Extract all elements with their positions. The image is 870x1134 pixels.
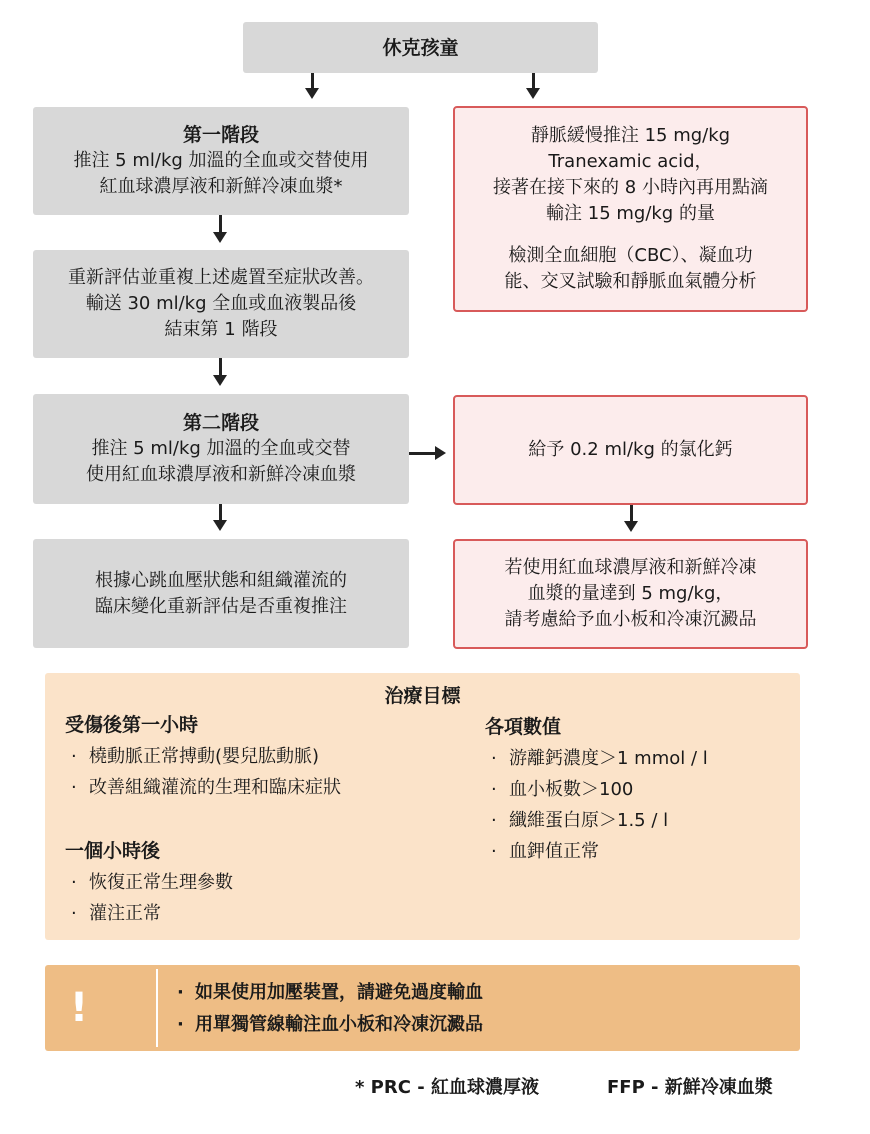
list-item: · 橈動脈正常搏動(嬰兒肱動脈) xyxy=(65,741,341,772)
platelets-line1: 若使用紅血球濃厚液和新鮮冷凍 xyxy=(504,557,757,578)
stage2-title: 第二階段 xyxy=(182,412,259,434)
values-heading: 各項數值 xyxy=(485,716,562,738)
reassess2-box xyxy=(33,539,409,648)
reassess2-line2: 臨床變化重新評估是否重複推注 xyxy=(95,595,347,617)
top-box xyxy=(243,22,598,73)
arrow-top-to-txa xyxy=(532,73,535,89)
list-item: · 改善組織灌流的生理和臨床症狀 xyxy=(65,772,341,803)
calcium-box xyxy=(453,395,808,505)
warning-item: · 如果使用加壓裝置，請避免過度輸血 xyxy=(177,977,483,1009)
exclamation-icon: ! xyxy=(69,985,89,1031)
reassess1-line1: 重新評估並重複上述處置至症狀改善。 xyxy=(68,267,374,288)
reassess1-line3: 結束第 1 階段 xyxy=(164,319,278,340)
first-hour-heading: 受傷後第一小時 xyxy=(65,714,199,736)
goals-first-hour xyxy=(65,709,341,803)
arrow-stage1-to-reassess1 xyxy=(219,215,222,233)
arrow-stage2-to-reassess2 xyxy=(219,504,222,521)
txa-line6: 能、交叉試驗和靜脈血氣體分析 xyxy=(504,271,757,292)
warning-item: · 用單獨管線輸注血小板和冷凍沉澱品 xyxy=(177,1009,483,1041)
list-item: · 游離鈣濃度＞1 mmol / l xyxy=(485,743,708,774)
reassess1-line2: 輸送 30 ml/kg 全血或血液製品後 xyxy=(85,293,357,314)
treatment-goals-panel xyxy=(45,673,800,940)
legend-ffp: FFP - 新鮮冷凍血漿 xyxy=(607,1077,773,1098)
goals-values xyxy=(485,711,708,867)
list-item: · 灌注正常 xyxy=(65,898,233,929)
arrow-reassess1-to-stage2 xyxy=(219,358,222,376)
list-item: · 血小板數＞100 xyxy=(485,774,708,805)
list-item: · 血鉀值正常 xyxy=(485,836,708,867)
stage2-line1: 推注 5 ml/kg 加溫的全血或交替 xyxy=(91,438,351,459)
legend-prc: * PRC - 紅血球濃厚液 xyxy=(355,1077,539,1098)
stage2-line2: 使用紅血球濃厚液和新鮮冷凍血漿 xyxy=(86,464,356,485)
reassess1-box xyxy=(33,250,409,358)
list-item: · 纖維蛋白原＞1.5 / l xyxy=(485,805,708,836)
txa-line1: 靜脈緩慢推注 15 mg/kg xyxy=(530,125,731,146)
stage1-title: 第一階段 xyxy=(182,124,259,146)
goals-after-hour xyxy=(65,835,233,929)
top-title: 休克孩童 xyxy=(382,36,459,59)
stage1-box xyxy=(33,107,409,215)
platelets-line3: 請考慮給予血小板和冷凍沉澱品 xyxy=(504,609,757,630)
reassess2-line1: 根據心跳血壓狀態和組織灌流的 xyxy=(95,569,347,591)
platelets-box xyxy=(453,539,808,649)
txa-line2: Tranexamic acid， xyxy=(548,151,713,172)
arrow-calcium-to-platelets xyxy=(630,505,633,522)
arrow-stage2-to-calcium xyxy=(409,452,436,455)
stage1-line2: 紅血球濃厚液和新鮮冷凍血漿* xyxy=(99,176,343,197)
warning-divider xyxy=(156,969,158,1047)
warning-panel xyxy=(45,965,800,1051)
list-item: · 恢復正常生理參數 xyxy=(65,867,233,898)
after-hour-heading: 一個小時後 xyxy=(65,840,161,862)
txa-line3: 接著在接下來的 8 小時內再用點滴 xyxy=(493,177,768,198)
platelets-line2: 血漿的量達到 5 mg/kg， xyxy=(527,583,734,604)
stage2-box xyxy=(33,394,409,504)
txa-line5: 檢測全血細胞（CBC）、凝血功 xyxy=(508,245,753,266)
arrow-top-to-stage1 xyxy=(311,73,314,89)
txa-box xyxy=(453,106,808,312)
txa-line4: 輸注 15 mg/kg 的量 xyxy=(546,203,715,224)
stage1-line1: 推注 5 ml/kg 加溫的全血或交替使用 xyxy=(73,150,369,171)
calcium-text: 給予 0.2 ml/kg 的氯化鈣 xyxy=(528,439,733,460)
goals-title: 治療目標 xyxy=(384,685,461,707)
